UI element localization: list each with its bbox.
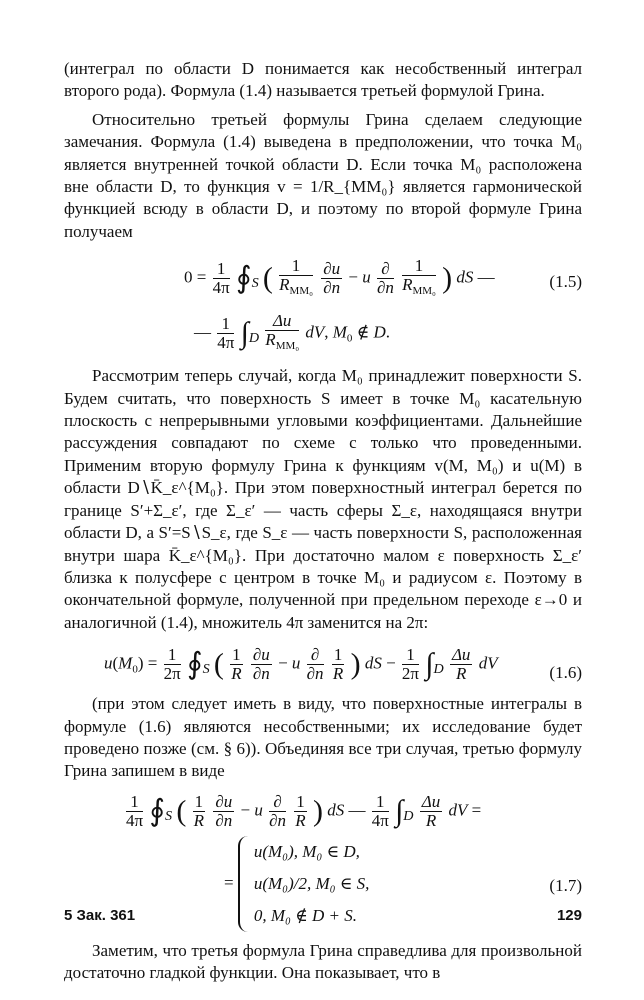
paragraph-1: (интеграл по области D понимается как несобственный интеграл второго рода). Формула (1.4) называется третьей формулой Грина. [64,59,582,101]
case-2: u(M₀)/2, M₀ ∈ S, [253,873,370,893]
paragraph-4: (при этом следует иметь в виду, что поверхностные интегралы в формуле (1.6) являются несобственными; их исследование будет проведено позже (см. § 6)). Объединяя все три случая, третью формулу Грина запишем в виде [64,694,582,781]
equation-number: (1.7) [549,875,582,895]
equation-1-6: $u(M_0)$ = $\frac{1}{2\pi}$ $∮_S$ ( $\frac{1}{R}$ $\frac{\partial u}{\partial n}$ − u $\frac{\partial}{\partial n}$ $\frac{1}{R}$ ) dS − $\frac{1}{2\pi}$ $\int_D$ $\frac{\Delta u}{R}$ dV (1.6) [104,645,582,684]
paragraph-5: Заметим, что третья формула Грина справедлива для произвольной достаточно гладкой функции. Она показывает, что в [64,940,582,983]
equation-1-7-line1: $\frac{1}{4\pi}$ $∮_S$ ( $\frac{1}{R}$ $\frac{\partial u}{\partial n}$ − u $\frac{\partial}{\partial n}$ $\frac{1}{R}$ ) dS — $\frac{1}{4\pi}$ $\int_D$ $\frac{\Delta u}{R}$ dV = [126,791,482,830]
equation-1-5 [184,257,582,355]
page-number: 129 [556,907,582,924]
equation-1-7-cases: = u(M₀), M₀ ∈ D, u(M₀)/2, M₀ ∈ S, 0, M₀ ∉ D + S. (1.7) [224,836,582,932]
case-3: 0, M₀ ∉ D + S. [253,905,357,925]
equation-1-5-line2: — $\frac{1}{4\pi}$ $\int_D$ $\frac{\Delta u}{R_{MM_0}}$ dV, $M_0$ ∉ D. (1.5) [194,272,582,353]
paragraph-3: Рассмотрим теперь случай, когда M₀ принадлежит поверхности S. Будем считать, что поверхность S имеет в точке M₀ касательную плоскость с непрерывными угловыми коэффициентами. Дальнейшие рассуждения совпадают по схеме с только что проведенными. Применим вторую формулу Грина к функциям v(M, M₀) и u(M) в области D∖K̄_ε^{M₀}. При этом поверхностный интеграл берется по границе S′+Σ_ε′, где Σ_ε′ — часть сферы Σ_ε, находящаяся внутри области D, а S′=S∖S_ε, где S_ε — часть поверхности S, расположенная внутри шара K̄_ε^{M₀}. При достаточно малом ε поверхность Σ_ε′ близка к полусфере с центром в точке M₀ и радиусом ε. Поэтому в окончательной формуле, полученной при предельном переходе ε→0 и аналогичной (1.4), множитель 4π заменится на 2π: [64,366,582,632]
printer-signature: 5 Зак. 361 [64,907,136,924]
equation-number: (1.5) [549,272,582,292]
page-footer [64,905,582,927]
equation-number: (1.6) [549,663,582,683]
case-1: u(M₀), M₀ ∈ D, [253,841,360,861]
paragraph-2: Относительно третьей формулы Грина сделаем следующие замечания. Формула (1.4) выведена в предположении, что точка M₀ является внутренней точкой области D. Если точка M₀ расположена вне области D, то функция v = 1/R_{MM₀} является гармонической функцией всюду в области D, и поэтому по второй формуле Грина получаем [64,109,582,241]
equation-1-5-line1: 0 = $\frac{1}{4\pi}$ $∮_S$ ( $\frac{1}{R_{MM_0}}$ $\frac{\partial u}{\partial n}$ − u $\frac{\partial}{\partial n}$ $\frac{1}{R_{MM_0}}$ ) dS — [184,256,495,298]
